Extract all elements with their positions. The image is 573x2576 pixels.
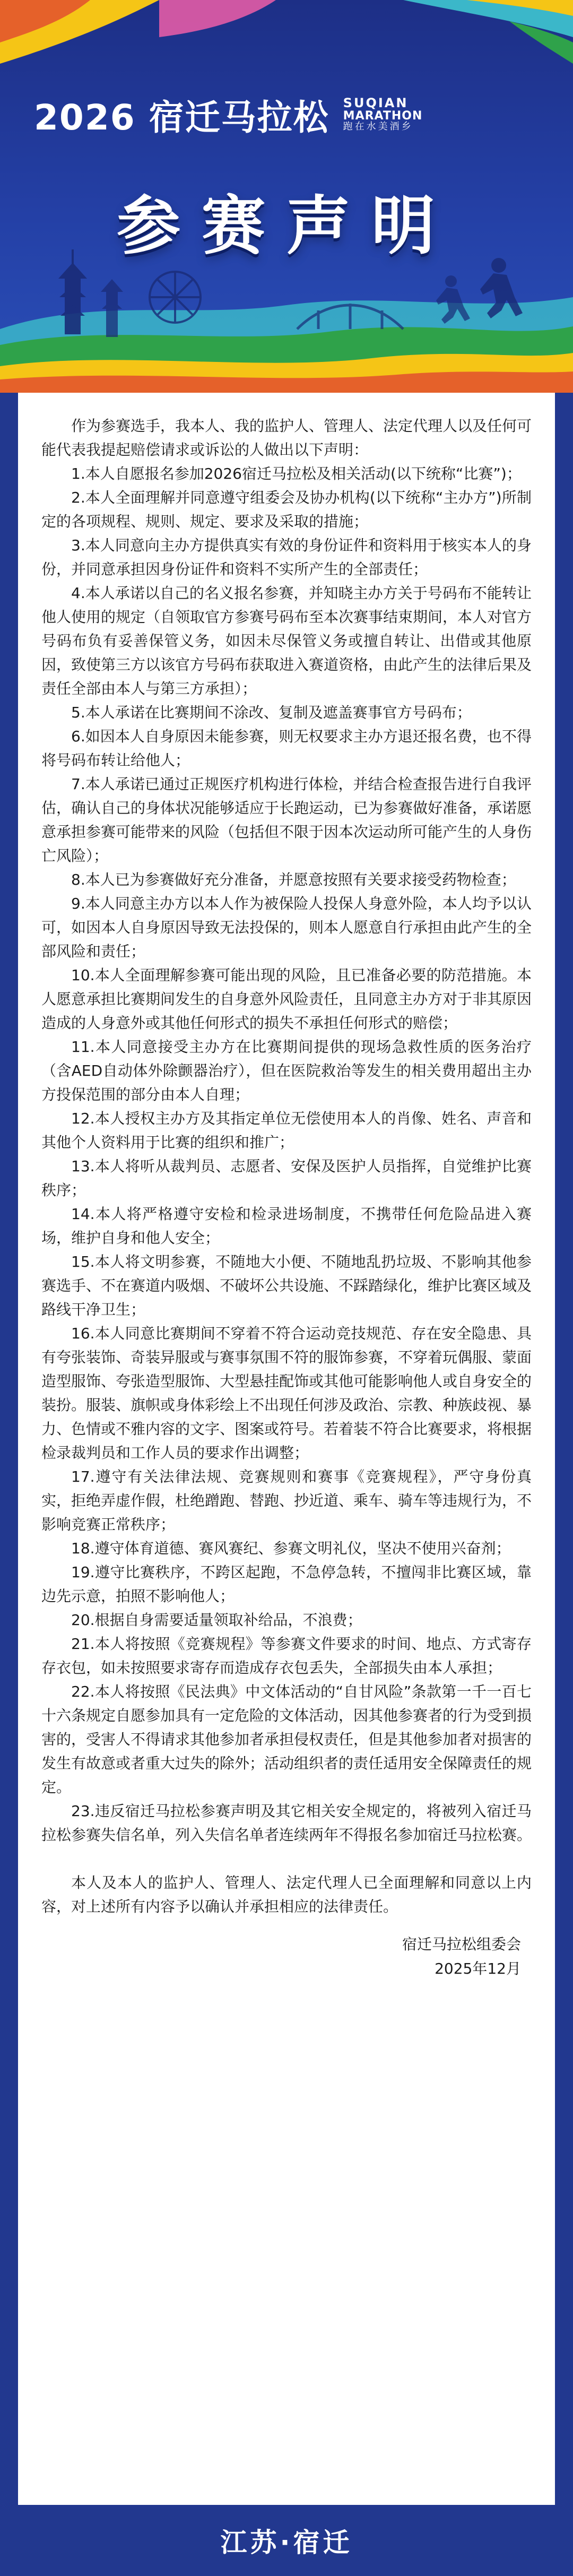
statement-item: 22.本人将按照《民法典》中文体活动的“自甘风险”条款第一千一百七十六条规定自愿参加具有一定危险的文体活动，因其他参赛者的行为受到损害的，受害人不得请求其他参加者承担侵权责任，但是其他参加者对损害的发生有故意或者重大过失的除外；活动组织者的责任适用安全保障责任的规定。 xyxy=(41,1683,532,1796)
signature-block xyxy=(41,1932,532,1981)
statement-item: 12.本人授权主办方及其指定单位无偿使用本人的肖像、姓名、声音和其他个人资料用于比赛的组织和推广； xyxy=(41,1110,532,1151)
statement-item: 21.本人将按照《竞赛规程》等参赛文件要求的时间、地点、方式寄存存衣包，如未按照要求寄存而造成存衣包丢失，全部损失由本人承担； xyxy=(41,1635,532,1676)
statement-item: 20.根据自身需要适量领取补给品，不浪费； xyxy=(71,1611,362,1629)
logo-line2: MARATHON xyxy=(343,109,423,123)
statement-item: 8.本人已为参赛做好充分准备，并愿意按照有关要求接受药物检查； xyxy=(71,871,516,888)
statement-item: 5.本人承诺在比赛期间不涂改、复制及遮盖赛事官方号码布； xyxy=(71,704,472,721)
header-banner xyxy=(0,0,573,393)
logo-line1: SUQIAN xyxy=(343,95,409,110)
statement-item: 16.本人同意比赛期间不穿着不符合运动竞技规范、存在安全隐患、具有夸张装饰、奇装异服或与赛事氛围不符的服饰参赛，不穿着玩偶服、蒙面造型服饰、夸张造型服饰、大型悬挂配饰或其他可能影响他人或自身安全的装扮。服装、旗帜或身体彩绘上不出现任何涉及政治、宗教、种族歧视、暴力、色情或不雅内容的文字、图案或符号。若着装不符合比赛要求，将根据检录裁判员和工作人员的要求作出调整； xyxy=(41,1325,532,1462)
statement-item: 18.遵守体育道德、赛风赛纪、参赛文明礼仪，坚决不使用兴奋剂； xyxy=(71,1540,511,1557)
statement-item: 13.本人将听从裁判员、志愿者、安保及医护人员指挥，自觉维护比赛秩序； xyxy=(41,1157,532,1199)
footer xyxy=(0,2505,573,2576)
suqian-marathon-logo xyxy=(343,97,423,132)
signature-org: 宿迁马拉松组委会 xyxy=(402,1935,521,1953)
statement-item: 2.本人全面理解并同意遵守组委会及协办机构(以下统称“主办方”)所制定的各项规程、规则、规定、要求及采取的措施； xyxy=(41,489,532,530)
statement-item: 7.本人承诺已通过正规医疗机构进行体检，并结合检查报告进行自我评估，确认自己的身体状况能够适应于长跑运动，已为参赛做好准备，承诺愿意承担参赛可能带来的风险（包括但不限于因本次运动所可能产生的人身伤亡风险）； xyxy=(41,775,532,865)
statement-item: 10.本人全面理解参赛可能出现的风险，且已准备必要的防范措施。本人愿意承担比赛期间发生的自身意外风险责任，且同意主办方对于非其原因造成的人身意外或其他任何形式的损失不承担任何形式的赔偿； xyxy=(41,966,532,1032)
statement-closing: 本人及本人的监护人、管理人、法定代理人已全面理解和同意以上内容，对上述所有内容予以确认并承担相应的法律责任。 xyxy=(41,1874,532,1915)
statement-item: 1.本人自愿报名参加2026宿迁马拉松及相关活动(以下统称“比赛”)； xyxy=(71,465,522,482)
ferris-wheel-icon xyxy=(150,272,201,323)
statement-item: 14.本人将严格遵守安检和检录进场制度，不携带任何危险品进入赛场，维护自身和他人安全； xyxy=(41,1205,532,1247)
swoosh-pink xyxy=(159,0,276,37)
statement-item: 3.本人同意向主办方提供真实有效的身份证件和资料用于核实本人的身份，并同意承担因身份证件和资料不实所产生的全部责任； xyxy=(41,537,532,578)
page-title: 参赛声明 xyxy=(117,189,456,263)
signature-date: 2025年12月 xyxy=(435,1960,521,1977)
event-title-row xyxy=(34,89,422,140)
statement-item: 9.本人同意主办方以本人作为被保险人投保人身意外险，本人均予以认可，如因本人自身原因导致无法投保的，则本人愿意自行承担由此产生的全部风险和责任； xyxy=(41,895,532,960)
event-title: 2026 宿迁马拉松 xyxy=(34,97,329,138)
statement-card xyxy=(18,393,555,2505)
statement-item: 6.如因本人自身原因未能参赛，则无权要求主办方退还报名费，也不得将号码布转让给他人； xyxy=(41,728,532,769)
statement-item: 23.违反宿迁马拉松参赛声明及其它相关安全规定的，将被列入宿迁马拉松参赛失信名单，列入失信名单者连续两年不得报名参加宿迁马拉松赛。 xyxy=(41,1802,532,1844)
paragraph-gap xyxy=(41,1847,532,1871)
statement-item: 11.本人同意接受主办方在比赛期间提供的现场急救性质的医务治疗（含AED自动体外除颤器治疗），但在医院救治等发生的相关费用超出主办方投保范围的部分由本人自理； xyxy=(41,1038,532,1103)
statement-item: 19.遵守比赛秩序，不跨区起跑，不急停急转，不擅闯非比赛区域，靠边先示意，拍照不影响他人； xyxy=(41,1563,532,1605)
statement-item: 15.本人将文明参赛，不随地大小便、不随地乱扔垃圾、不影响其他参赛选手、不在赛道内吸烟、不破坏公共设施、不踩踏绿化，维护比赛区域及路线干净卫生； xyxy=(41,1253,532,1318)
statement-item: 17.遵守有关法律法规、竞赛规则和赛事《竞赛规程》，严守身份真实，拒绝弄虚作假，杜绝蹭跑、替跑、抄近道、乘车、骑车等违规行为，不影响竞赛正常秩序； xyxy=(41,1468,532,1533)
statement-body xyxy=(41,414,532,1918)
statement-item: 4.本人承诺以自己的名义报名参赛，并知晓主办方关于号码布不能转让他人使用的规定（自领取官方参赛号码布至本次赛事结束期间，本人对官方号码布负有妥善保管义务，如因未尽保管义务或擅自转让、出借或其他原因，致使第三方以该官方号码布获取进入赛道资格，由此产生的法律后果及责任全部由本人与第三方承担）； xyxy=(41,584,532,697)
logo-slogan: 跑在水美酒乡 xyxy=(343,121,413,133)
statement-intro: 作为参赛选手，我本人、我的监护人、管理人、法定代理人以及任何可能代表我提起赔偿请求或诉讼的人做出以下声明： xyxy=(41,417,532,459)
footer-location: 江苏·宿迁 xyxy=(220,2527,353,2558)
